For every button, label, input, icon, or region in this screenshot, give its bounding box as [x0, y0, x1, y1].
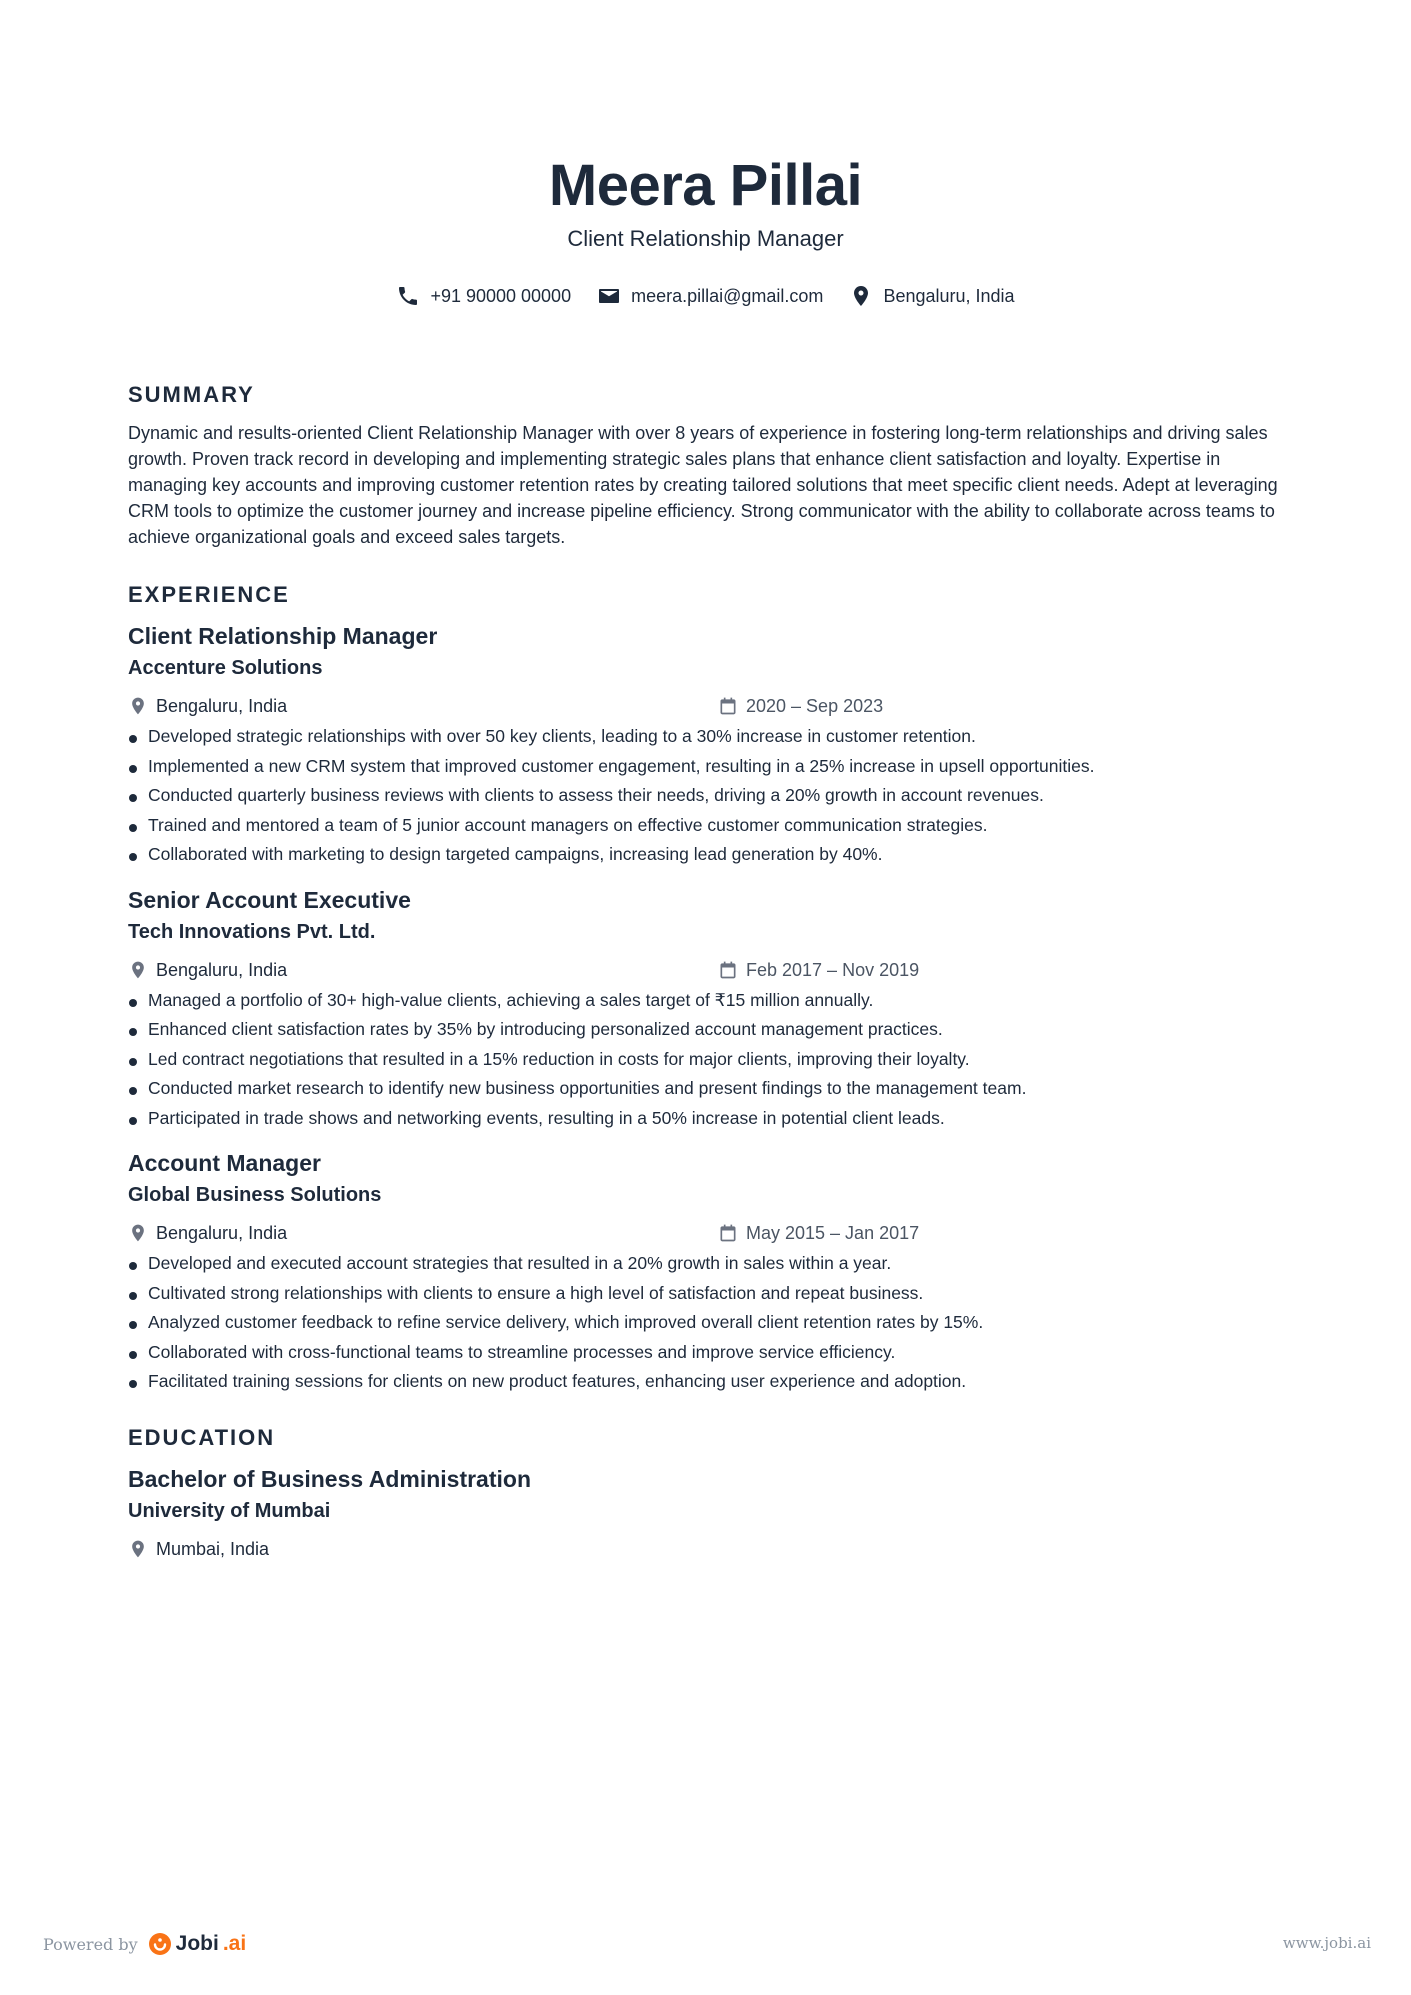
phone-icon: [396, 284, 420, 308]
education-heading: EDUCATION: [128, 1424, 276, 1450]
summary-heading: SUMMARY: [128, 382, 255, 407]
list-item: Trained and mentored a team of 5 junior account managers on effective customer communication strategies.: [128, 811, 1288, 841]
contact-phone[interactable]: [396, 284, 571, 308]
jobi-logo-text: Jobi: [175, 1932, 219, 1955]
degree-title: Bachelor of Business Administration: [128, 1465, 531, 1492]
contact-location: [849, 284, 1014, 308]
experience-heading: EXPERIENCE: [128, 582, 290, 607]
jobi-logo[interactable]: [148, 1932, 247, 1956]
school-name: University of Mumbai: [128, 1499, 331, 1522]
list-item: Developed strategic relationships with over 50 key clients, leading to a 30% increase in customer retention.: [128, 722, 1288, 752]
job-title: Client Relationship Manager: [128, 623, 438, 649]
resume-content: [128, 380, 1288, 1577]
list-item: Facilitated training sessions for clients on new product features, enhancing user experience and adoption.: [128, 1367, 1288, 1397]
list-item: Collaborated with cross-functional teams to streamline processes and improve service efficiency.: [128, 1338, 1288, 1368]
job-dates: [718, 692, 883, 720]
summary-text: Dynamic and results-oriented Client Relationship Manager with over 8 years of experience in fostering long-term relationships and driving sales growth. Proven track record in developing and implementing strategic sales plans that enhance client satisfaction and loyalty. Expertise in managing key accounts and improving customer retention rates by creating tailored solutions that meet specific client needs. Adept at leveraging CRM tools to optimize the customer journey and increase pipeline efficiency. Strong communicator with the ability to collaborate across teams to achieve organizational goals and exceed sales targets.: [128, 423, 1278, 547]
location-text: Bengaluru, India: [883, 285, 1015, 306]
list-item: Cultivated strong relationships with clients to ensure a high level of satisfaction and repeat business.: [128, 1279, 1288, 1309]
job-dates: [718, 956, 919, 984]
job-location-text: Bengaluru, India: [156, 696, 288, 716]
calendar-icon: [718, 960, 738, 980]
contact-email[interactable]: [597, 284, 823, 308]
list-item: Analyzed customer feedback to refine service delivery, which improved overall client retention rates by 15%.: [128, 1308, 1288, 1338]
footer-branding: [43, 1932, 246, 1956]
job-location: [128, 1219, 718, 1247]
education-location: [128, 1535, 718, 1563]
job-entry: [128, 620, 1288, 870]
job-bullets: [128, 1249, 1288, 1397]
jobi-logo-suffix: .ai: [222, 1932, 247, 1955]
job-meta: [128, 692, 1288, 720]
company-name: Global Business Solutions: [128, 1184, 382, 1206]
company-name: Accenture Solutions: [128, 657, 323, 679]
education-entry: [128, 1463, 1288, 1563]
job-meta: [128, 1219, 1288, 1247]
job-location-text: Bengaluru, India: [156, 1223, 288, 1243]
candidate-name: Meera Pillai: [548, 153, 863, 218]
job-meta: [128, 956, 1288, 984]
map-pin-icon: [128, 1223, 148, 1243]
map-pin-icon: [849, 284, 873, 308]
job-dates: [718, 1219, 919, 1247]
job-location: [128, 956, 718, 984]
map-pin-icon: [128, 960, 148, 980]
job-bullets: [128, 722, 1288, 870]
job-title: Senior Account Executive: [128, 886, 411, 913]
job-entry: [128, 1147, 1288, 1397]
powered-by-text: Powered by: [43, 1934, 138, 1954]
job-bullets: [128, 986, 1288, 1134]
job-entry: [128, 884, 1288, 1134]
list-item: Enhanced client satisfaction rates by 35% by introducing personalized account management practices.: [128, 1015, 1288, 1045]
contact-row: [0, 284, 1411, 308]
jobi-logo-icon: [148, 1932, 172, 1956]
calendar-icon: [718, 696, 738, 716]
map-pin-icon: [128, 1539, 148, 1559]
phone-text: +91 90000 00000: [430, 285, 572, 306]
job-dates-text: 2020 – Sep 2023: [746, 696, 884, 716]
list-item: Managed a portfolio of 30+ high-value clients, achieving a sales target of ₹15 million annually.: [128, 986, 1288, 1016]
resume-header: [0, 150, 1411, 308]
list-item: Developed and executed account strategies that resulted in a 20% growth in sales within a year.: [128, 1249, 1288, 1279]
company-name: Tech Innovations Pvt. Ltd.: [128, 920, 376, 943]
map-pin-icon: [128, 696, 148, 716]
job-dates-text: May 2015 – Jan 2017: [746, 1223, 920, 1243]
candidate-role: Client Relationship Manager: [567, 226, 844, 251]
list-item: Conducted market research to identify new business opportunities and present findings to the management team.: [128, 1074, 1288, 1104]
education-location-text: Mumbai, India: [156, 1538, 270, 1559]
education-meta: [128, 1535, 1288, 1563]
calendar-icon: [718, 1223, 738, 1243]
list-item: Led contract negotiations that resulted in a 15% reduction in costs for major clients, improving their loyalty.: [128, 1045, 1288, 1075]
email-text: meera.pillai@gmail.com: [631, 285, 824, 306]
job-location-text: Bengaluru, India: [156, 959, 288, 980]
job-location: [128, 692, 718, 720]
list-item: Collaborated with marketing to design targeted campaigns, increasing lead generation by 40%.: [128, 840, 1288, 870]
list-item: Conducted quarterly business reviews with clients to assess their needs, driving a 20% growth in account revenues.: [128, 781, 1288, 811]
footer-url[interactable]: www.jobi.ai: [1282, 1934, 1371, 1952]
job-dates-text: Feb 2017 – Nov 2019: [746, 959, 920, 980]
list-item: Implemented a new CRM system that improved customer engagement, resulting in a 25% increase in upsell opportunities.: [128, 752, 1288, 782]
list-item: Participated in trade shows and networking events, resulting in a 50% increase in potential client leads.: [128, 1104, 1288, 1134]
envelope-icon: [597, 284, 621, 308]
job-title: Account Manager: [128, 1150, 321, 1176]
